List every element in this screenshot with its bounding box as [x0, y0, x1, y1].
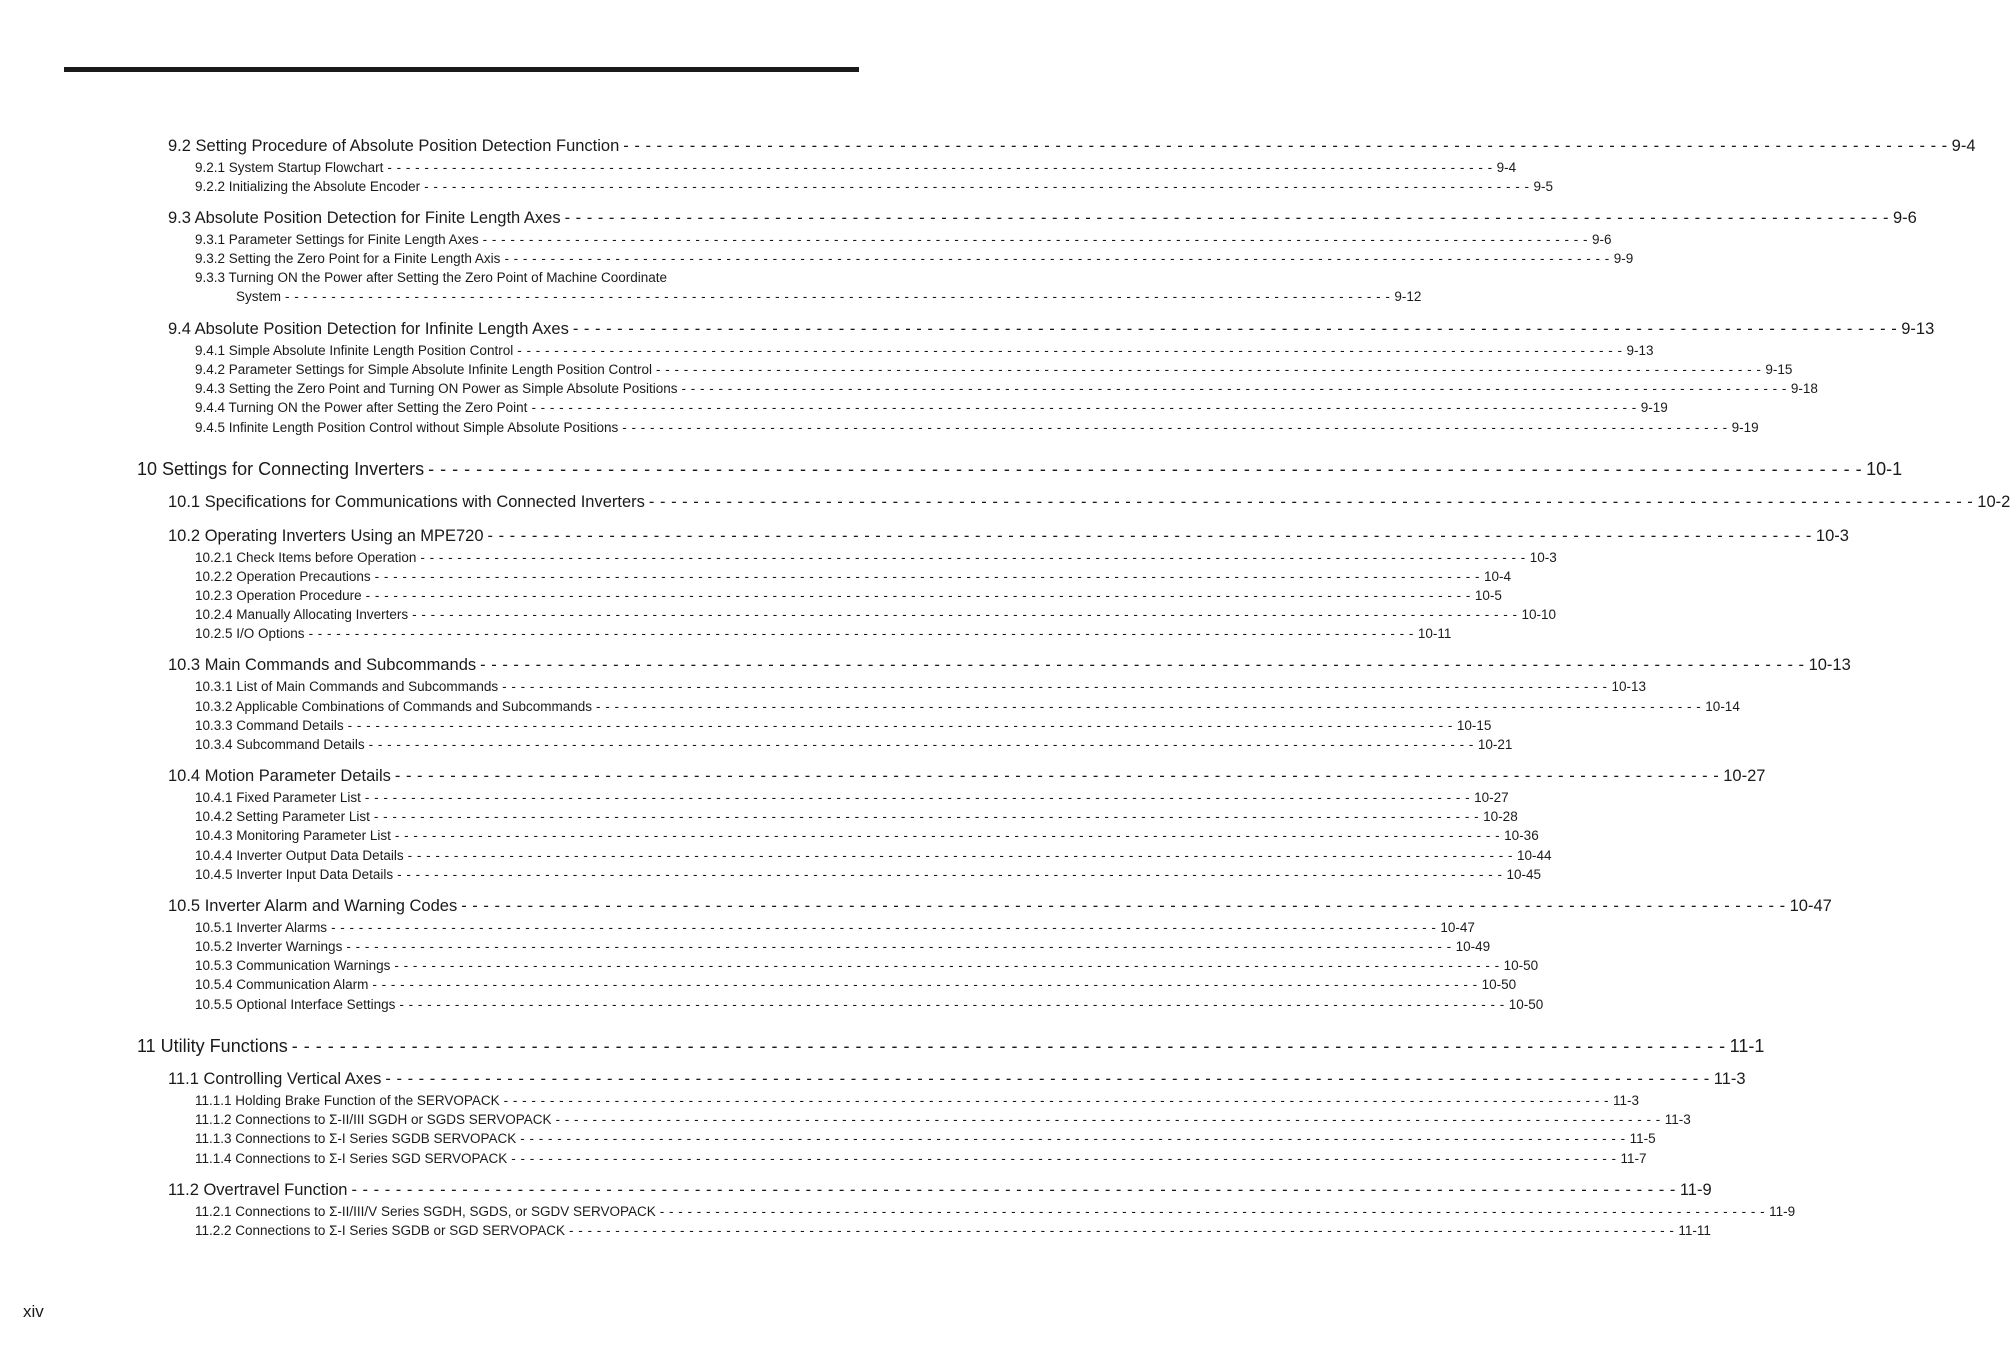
toc-entry[interactable]	[195, 400, 1668, 418]
toc-entry[interactable]	[195, 718, 1492, 736]
toc-entry-page: 10-47	[1440, 920, 1475, 935]
toc-entry-page: 9-19	[1640, 400, 1668, 415]
toc-entry-title: 10.3.3 Command Details	[195, 718, 344, 733]
toc-entry-title: 10.3 Main Commands and Subcommands	[168, 656, 477, 674]
toc-entry-title: 11.1.4 Connections to Σ-I Series SGD SERVOPACK	[195, 1151, 508, 1166]
dot-leader: - - - - - - - - - - - - - - - - - - - - - - - - - - - - - - - - - - - - - - - - - - - - - - - - - - - - - - - - - - - - - - - - - - - - - - - - - - - - - - - - - - - - - - - - - - - - - - - - - - - - - - - - - - - - - - - - - - - - - - - -	[374, 569, 1480, 584]
toc-entry-page: 11-9	[1679, 1181, 1712, 1199]
toc-entry-page: 10-5	[1474, 588, 1502, 603]
toc-entry-page: 10-27	[1723, 767, 1766, 785]
toc-entry-title: 9.4 Absolute Position Detection for Infinite Length Axes	[168, 320, 569, 338]
toc-entry-page: 11-9	[1769, 1204, 1796, 1219]
toc-entry-page: 9-9	[1613, 251, 1634, 266]
toc-entry-page: 11-3	[1612, 1093, 1640, 1108]
toc-entry-page: 11-11	[1678, 1223, 1711, 1238]
toc-entry[interactable]	[195, 867, 1541, 885]
toc-entry-title: 10.4.1 Fixed Parameter List	[195, 790, 361, 805]
dot-leader: - - - - - - - - - - - - - - - - - - - - - - - - - - - - - - - - - - - - - - - - - - - - - - - - - - - - - - - - - - - - - - - - - - - - - - - - - - - - - - - - - - - - - - - - - - - - - - - - - - - - - - - - - - - - - - - - - - - - - - - -	[291, 1036, 1726, 1056]
dot-leader: - - - - - - - - - - - - - - - - - - - - - - - - - - - - - - - - - - - - - - - - - - - - - - - - - - - - - - - - - - - - - - - - - - - - - - - - - - - - - - - - - - - - - - - - - - - - - - - - - - - - - - - - - - - - - - - - - - - - - - - -	[368, 737, 1474, 752]
dot-leader: - - - - - - - - - - - - - - - - - - - - - - - - - - - - - - - - - - - - - - - - - - - - - - - - - - - - - - - - - - - - - - - - - - - - - - - - - - - - - - - - - - - - - - - - - - - - - - - - - - - - - - - - - - - - - - - - - - - - - - - -	[622, 420, 1728, 435]
toc-entry-page: 10-45	[1506, 867, 1541, 882]
toc-entry[interactable]	[195, 607, 1556, 625]
toc-entry-title: 10.3.1 List of Main Commands and Subcommands	[195, 679, 499, 694]
toc-entry-title: 11.2.2 Connections to Σ-I Series SGDB or SGD SERVOPACK	[195, 1223, 565, 1238]
toc-entry-title: 9.3.1 Parameter Settings for Finite Length Axes	[195, 232, 479, 247]
toc-entry-page: 11-3	[1664, 1112, 1691, 1127]
toc-entry-page: 10-21	[1477, 737, 1513, 752]
toc-entry[interactable]	[195, 939, 1491, 957]
toc-entry-page: 10-50	[1508, 997, 1544, 1012]
toc-entry[interactable]	[195, 381, 1818, 399]
toc-entry[interactable]	[195, 828, 1539, 846]
dot-leader: - - - - - - - - - - - - - - - - - - - - - - - - - - - - - - - - - - - - - - - - - - - - - - - - - - - - - - - - - - - - - - - - - - - - - - - - - - - - - - - - - - - - - - - - - - - - - - - - - - - - - - - - - - - - - - - - - - - - - - - -	[461, 897, 1786, 915]
toc-entry-page: 10-2	[1977, 493, 2010, 511]
toc-entry-title: 11.1.2 Connections to Σ-II/III SGDH or SGDS SERVOPACK	[195, 1112, 552, 1127]
toc-entry-page: 10-15	[1456, 718, 1492, 733]
dot-leader: - - - - - - - - - - - - - - - - - - - - - - - - - - - - - - - - - - - - - - - - - - - - - - - - - - - - - - - - - - - - - - - - - - - - - - - - - - - - - - - - - - - - - - - - - - - - - - - - - - - - - - - - - - - - - - - - - - - - - - - -	[399, 997, 1505, 1012]
toc-entry-page: 10-36	[1504, 828, 1539, 843]
toc-entry[interactable]	[195, 550, 1557, 568]
toc-entry-page: 10-3	[1529, 550, 1557, 565]
toc-entry[interactable]	[168, 493, 2010, 515]
dot-leader: - - - - - - - - - - - - - - - - - - - - - - - - - - - - - - - - - - - - - - - - - - - - - - - - - - - - - - - - - - - - - - - - - - - - - - - - - - - - - - - - - - - - - - - - - - - - - - - - - - - - - - - - - - - - - - - - - - - - - - - -	[365, 588, 1471, 603]
toc-entry[interactable]	[195, 848, 1552, 866]
toc-entry-title: 11.1.3 Connections to Σ-I Series SGDB SERVOPACK	[195, 1131, 517, 1146]
toc-entry-page: 10-47	[1789, 897, 1832, 915]
dot-leader: - - - - - - - - - - - - - - - - - - - - - - - - - - - - - - - - - - - - - - - - - - - - - - - - - - - - - - - - - - - - - - - - - - - - - - - - - - - - - - - - - - - - - - - - - - - - - - - - - - - - - - - - - - - - - - - - - - - - - - - -	[372, 977, 1478, 992]
dot-leader: - - - - - - - - - - - - - - - - - - - - - - - - - - - - - - - - - - - - - - - - - - - - - - - - - - - - - - - - - - - - - - - - - - - - - - - - - - - - - - - - - - - - - - - - - - - - - - - - - - - - - - - - - - - - - - - - - - - - - - - -	[504, 251, 1610, 266]
toc-entry[interactable]	[195, 977, 1517, 995]
toc-entry[interactable]	[195, 809, 1518, 827]
dot-leader: - - - - - - - - - - - - - - - - - - - - - - - - - - - - - - - - - - - - - - - - - - - - - - - - - - - - - - - - - - - - - - - - - - - - - - - - - - - - - - - - - - - - - - - - - - - - - - - - - - - - - - - - - - - - - - - - - - - - - - - -	[387, 160, 1493, 175]
toc-entry-page: 10-50	[1481, 977, 1517, 992]
toc-entry-title: 10.4.3 Monitoring Parameter List	[195, 828, 391, 843]
toc-entry-title: 9.3 Absolute Position Detection for Finite Length Axes	[168, 209, 561, 227]
dot-leader: - - - - - - - - - - - - - - - - - - - - - - - - - - - - - - - - - - - - - - - - - - - - - - - - - - - - - - - - - - - - - - - - - - - - - - - - - - - - - - - - - - - - - - - - - - - - - - - - - - - - - - - - - - - - - - - - - - - - - - - -	[351, 1181, 1676, 1199]
dot-leader: - - - - - - - - - - - - - - - - - - - - - - - - - - - - - - - - - - - - - - - - - - - - - - - - - - - - - - - - - - - - - - - - - - - - - - - - - - - - - - - - - - - - - - - - - - - - - - - - - - - - - - - - - - - - - - - - - - - - - - - -	[364, 790, 1471, 805]
toc-entry-title: 10.2.1 Check Items before Operation	[195, 550, 417, 565]
toc-entry-page: 10-13	[1808, 656, 1851, 674]
toc-entry-title: 11 Utility Functions	[137, 1036, 288, 1056]
toc-entry-page: 9-4	[1496, 160, 1517, 175]
dot-leader: - - - - - - - - - - - - - - - - - - - - - - - - - - - - - - - - - - - - - - - - - - - - - - - - - - - - - - - - - - - - - - - - - - - - - - - - - - - - - - - - - - - - - - - - - - - - - - - - - - - - - - - - - - - - - - - - - - - - - - - -	[385, 1070, 1710, 1088]
toc-entry-title: 10.2.3 Operation Procedure	[195, 588, 362, 603]
toc-entry[interactable]	[195, 626, 1452, 644]
toc-entry-page: 10-1	[1866, 459, 1903, 479]
toc-entry-title: 10.5.2 Inverter Warnings	[195, 939, 343, 954]
toc-entry-page: 11-3	[1713, 1070, 1746, 1088]
dot-leader: - - - - - - - - - - - - - - - - - - - - - - - - - - - - - - - - - - - - - - - - - - - - - - - - - - - - - - - - - - - - - - - - - - - - - - - - - - - - - - - - - - - - - - - - - - - - - - - - - - - - - - - - - - - - - - - - - - - - - - - -	[428, 459, 1863, 479]
toc-entry-title: 11.1.1 Holding Brake Function of the SERVOPACK	[195, 1093, 500, 1108]
toc-entry-title: 10.5.1 Inverter Alarms	[195, 920, 328, 935]
toc-entry[interactable]	[195, 251, 1634, 269]
dot-leader: - - - - - - - - - - - - - - - - - - - - - - - - - - - - - - - - - - - - - - - - - - - - - - - - - - - - - - - - - - - - - - - - - - - - - - - - - - - - - - - - - - - - - - - - - - - - - - - - - - - - - - - - - - - - - - - - - - - - - - - -	[564, 209, 1889, 227]
dot-leader: - - - - - - - - - - - - - - - - - - - - - - - - - - - - - - - - - - - - - - - - - - - - - - - - - - - - - - - - - - - - - - - - - - - - - - - - - - - - - - - - - - - - - - - - - - - - - - - - - - - - - - - - - - - - - - - - - - - - - - - -	[648, 493, 1974, 511]
toc-entry[interactable]	[168, 527, 1849, 549]
toc-entry[interactable]	[168, 137, 1976, 159]
toc-entry-title: 10.5 Inverter Alarm and Warning Codes	[168, 897, 458, 915]
toc-entry-title: 10.4.4 Inverter Output Data Details	[195, 848, 404, 863]
toc-entry-title: 9.4.1 Simple Absolute Infinite Length Position Control	[195, 343, 514, 358]
dot-leader: - - - - - - - - - - - - - - - - - - - - - - - - - - - - - - - - - - - - - - - - - - - - - - - - - - - - - - - - - - - - - - - - - - - - - - - - - - - - - - - - - - - - - - - - - - - - - - - - - - - - - - - - - - - - - - - - - - - - - - - -	[681, 381, 1787, 396]
dot-leader: - - - - - - - - - - - - - - - - - - - - - - - - - - - - - - - - - - - - - - - - - - - - - - - - - - - - - - - - - - - - - - - - - - - - - - - - - - - - - - - - - - - - - - - - - - - - - - - - - - - - - - - - - - - - - - - - - - - - - - - -	[520, 1131, 1626, 1146]
toc-entry-page: 9-13	[1901, 320, 1935, 338]
toc-entry[interactable]	[195, 1223, 1711, 1241]
dot-leader: - - - - - - - - - - - - - - - - - - - - - - - - - - - - - - - - - - - - - - - - - - - - - - - - - - - - - - - - - - - - - - - - - - - - - - - - - - - - - - - - - - - - - - - - - - - - - - - - - - - - - - - - - - - - - - - - - - - - - - - -	[331, 920, 1437, 935]
dot-leader: - - - - - - - - - - - - - - - - - - - - - - - - - - - - - - - - - - - - - - - - - - - - - - - - - - - - - - - - - - - - - - - - - - - - - - - - - - - - - - - - - - - - - - - - - - - - - - - - - - - - - - - - - - - - - - - - - - - - - - - -	[572, 320, 1898, 338]
dot-leader: - - - - - - - - - - - - - - - - - - - - - - - - - - - - - - - - - - - - - - - - - - - - - - - - - - - - - - - - - - - - - - - - - - - - - - - - - - - - - - - - - - - - - - - - - - - - - - - - - - - - - - - - - - - - - - - - - - - - - - - -	[511, 1151, 1617, 1166]
toc-entry[interactable]	[195, 1093, 1640, 1111]
dot-leader: - - - - - - - - - - - - - - - - - - - - - - - - - - - - - - - - - - - - - - - - - - - - - - - - - - - - - - - - - - - - - - - - - - - - - - - - - - - - - - - - - - - - - - - - - - - - - - - - - - - - - - - - - - - - - - - - - - - - - - - -	[407, 848, 1513, 863]
toc-entry-page: 10-50	[1503, 958, 1539, 973]
toc-entry-page: 10-28	[1483, 809, 1518, 824]
toc-entry[interactable]	[195, 232, 1612, 250]
toc-entry-title: 10.4 Motion Parameter Details	[168, 767, 391, 785]
toc-entry[interactable]	[168, 1070, 1746, 1092]
toc-entry-page: 9-15	[1765, 362, 1793, 377]
toc-entry[interactable]	[195, 270, 854, 288]
toc-entry-title: 10.5.5 Optional Interface Settings	[195, 997, 396, 1012]
toc-entry-title: 9.3.3 Turning ON the Power after Setting the Zero Point of Machine Coordinate	[195, 270, 668, 285]
toc-entry-page: 11-1	[1729, 1036, 1765, 1056]
toc-entry-title: 9.4.3 Setting the Zero Point and Turning ON Power as Simple Absolute Positions	[195, 381, 678, 396]
toc-entry-page: 9-13	[1626, 343, 1654, 358]
toc-entry-page: 10-49	[1455, 939, 1491, 954]
toc-entry[interactable]	[195, 920, 1475, 938]
dot-leader: - - - - - - - - - - - - - - - - - - - - - - - - - - - - - - - - - - - - - - - - - - - - - - - - - - - - - - - - - - - - - - - - - - - - - - - - - - - - - - - - - - - - - - - - - - - - - - - - - - - - - - - - - - - - - - - - - - - - - - - -	[373, 809, 1480, 824]
dot-leader: - - - - - - - - - - - - - - - - - - - - - - - - - - - - - - - - - - - - - - - - - - - - - - - - - - - - - - - - - - - - - - - - - - - - - - - - - - - - - - - - - - - - - - - - - - - - - - - - - - - - - - - - - - - - - - - - - - - - - - - -	[424, 179, 1530, 194]
toc-entry[interactable]	[168, 767, 1766, 789]
toc-entry-page: 9-6	[1892, 209, 1917, 227]
dot-leader: - - - - - - - - - - - - - - - - - - - - - - - - - - - - - - - - - - - - - - - - - - - - - - - - - - - - - - - - - - - - - - - - - - - - - - - - - - - - - - - - - - - - - - - - - - - - - - - - - - - - - - - - - - - - - - - - - - - - - - - -	[346, 939, 1452, 954]
toc-entry[interactable]	[168, 1181, 1712, 1203]
toc-entry-page: 10-10	[1521, 607, 1556, 622]
toc-entry-title: 9.2.2 Initializing the Absolute Encoder	[195, 179, 421, 194]
toc-entry-title: 9.4.2 Parameter Settings for Simple Absolute Infinite Length Position Control	[195, 362, 653, 377]
dot-leader: - - - - - - - - - - - - - - - - - - - - - - - - - - - - - - - - - - - - - - - - - - - - - - - - - - - - - - - - - - - - - - - - - - - - - - - - - - - - - - - - - - - - - - - - - - - - - - - - - - - - - - - - - - - - - - - - - - - - - - - -	[394, 828, 1501, 843]
dot-leader: - - - - - - - - - - - - - - - - - - - - - - - - - - - - - - - - - - - - - - - - - - - - - - - - - - - - - - - - - - - - - - - - - - - - - - - - - - - - - - - - - - - - - - - - - - - - - - - - - - - - - - - - - - - - - - - - - - - - - - - -	[595, 699, 1702, 714]
toc-entry[interactable]	[195, 569, 1511, 587]
toc-entry-title: 9.3.2 Setting the Zero Point for a Finite Length Axis	[195, 251, 501, 266]
toc-entry[interactable]	[195, 679, 1647, 697]
toc-entry-title: 10.4.2 Setting Parameter List	[195, 809, 370, 824]
toc-entry-page: 9-18	[1790, 381, 1818, 396]
dot-leader: - - - - - - - - - - - - - - - - - - - - - - - - - - - - - - - - - - - - - - - - - - - - - - - - - - - - - - - - - - - - - - - - - - - - - - - - - - - - - - - - - - - - - - - - - - - - - - - - - - - - - - - - - - - - - - - - - - - - - - - -	[555, 1112, 1661, 1127]
toc-entry[interactable]	[195, 362, 1793, 380]
toc-entry-title: 10.3.4 Subcommand Details	[195, 737, 365, 752]
toc-entry[interactable]	[137, 459, 1903, 483]
dot-leader: - - - - - - - - - - - - - - - - - - - - - - - - - - - - - - - - - - - - - - - - - - - - - - - - - - - - - - - - - - - - - - - - - - - - - - - - - - - - - - - - - - - - - - - - - - - - - - - - - - - - - - - - - - - - - - - - - - - - - - - -	[480, 656, 1805, 674]
toc-entry-page: 11-5	[1629, 1131, 1656, 1146]
dot-leader: - - - - - - - - - - - - - - - - - - - - - - - - - - - - - - - - - - - - - - - - - - - - - - - - - - - - - - - - - - - - - - - - - - - - - - - - - - - - - - - - - - - - - - - - - - - - - - - - - - - - - - - - - - - - - - - - - - - - - - - -	[503, 1093, 1609, 1108]
toc-entry[interactable]	[195, 1204, 1796, 1222]
toc-entry-page: 11-7	[1620, 1151, 1647, 1166]
toc-entry-title: 9.4.5 Infinite Length Position Control without Simple Absolute Positions	[195, 420, 619, 435]
toc-entry-title: 10.5.4 Communication Alarm	[195, 977, 369, 992]
toc-entry[interactable]	[195, 420, 1759, 438]
toc-entry-page: 10-14	[1705, 699, 1740, 714]
toc-entry[interactable]	[236, 289, 1422, 307]
dot-leader: - - - - - - - - - - - - - - - - - - - - - - - - - - - - - - - - - - - - - - - - - - - - - - - - - - - - - - - - - - - - - - - - - - - - - - - - - - - - - - - - - - - - - - - - - - - - - - - - - - - - - - - - - - - - - - - - - - - - - - - -	[420, 550, 1526, 565]
toc-entry-page: 9-6	[1591, 232, 1612, 247]
dot-leader: - - - - - - - - - - - - - - - - - - - - - - - - - - - - - - - - - - - - - - - - - - - - - - - - - - - - - - - - - - - - - - - - - - - - - - - - - - - - - - - - - - - - - - - - - - - - - - - - - - - - - - - - - - - - - - - - - - - - - - - -	[308, 626, 1414, 641]
toc-entry[interactable]	[195, 343, 1654, 361]
toc-entry-title: 10.1 Specifications for Communications with Connected Inverters	[168, 493, 645, 511]
toc-entry[interactable]	[195, 737, 1513, 755]
toc-entry-title: System	[236, 289, 282, 304]
toc-entry-title: 11.1 Controlling Vertical Axes	[168, 1070, 382, 1088]
toc-entry-title: 10.2.2 Operation Precautions	[195, 569, 371, 584]
dot-leader: - - - - - - - - - - - - - - - - - - - - - - - - - - - - - - - - - - - - - - - - - - - - - - - - - - - - - - - - - - - - - - - - - - - - - - - - - - - - - - - - - - - - - - - - - - - - - - - - - - - - - - - - - - - - - - - - - - - - - - - -	[394, 767, 1720, 785]
toc-entry-title: 10.2.5 I/O Options	[195, 626, 305, 641]
dot-leader: - - - - - - - - - - - - - - - - - - - - - - - - - - - - - - - - - - - - - - - - - - - - - - - - - - - - - - - - - - - - - - - - - - - - - - - - - - - - - - - - - - - - - - - - - - - - - - - - - - - - - - - - - - - - - - - - - - - - - - - -	[659, 1204, 1766, 1219]
toc-entry-title: 10.2.4 Manually Allocating Inverters	[195, 607, 409, 622]
toc-entry-title: 11.2 Overtravel Function	[168, 1181, 348, 1199]
toc-entry[interactable]	[195, 1151, 1647, 1169]
toc-entry[interactable]	[195, 699, 1740, 717]
dot-leader: - - - - - - - - - - - - - - - - - - - - - - - - - - - - - - - - - - - - - - - - - - - - - - - - - - - - - - - - - - - - - - - - - - - - - - - - - - - - - - - - - - - - - - - - - - - - - - - - - - - - - - - - - - - - - - - - - - - - - - - -	[347, 718, 1453, 733]
toc-entry[interactable]	[195, 958, 1539, 976]
toc-entry[interactable]	[195, 1131, 1656, 1149]
toc-entry[interactable]	[168, 320, 1935, 342]
toc-entry[interactable]	[195, 1112, 1691, 1130]
dot-leader: - - - - - - - - - - - - - - - - - - - - - - - - - - - - - - - - - - - - - - - - - - - - - - - - - - - - - - - - - - - - - - - - - - - - - - - - - - - - - - - - - - - - - - - - - - - - - - - - - - - - - - - - - - - - - - - - - - - - - - - -	[502, 679, 1608, 694]
dot-leader: - - - - - - - - - - - - - - - - - - - - - - - - - - - - - - - - - - - - - - - - - - - - - - - - - - - - - - - - - - - - - - - - - - - - - - - - - - - - - - - - - - - - - - - - - - - - - - - - - - - - - - - - - - - - - - - - - - - - - - - -	[412, 607, 1518, 622]
toc-entry-page: 10-27	[1474, 790, 1509, 805]
toc-entry[interactable]	[168, 656, 1851, 678]
toc-entry-title: 9.2 Setting Procedure of Absolute Position Detection Function	[168, 137, 620, 155]
dot-leader: - - - - - - - - - - - - - - - - - - - - - - - - - - - - - - - - - - - - - - - - - - - - - - - - - - - - - - - - - - - - - - - - - - - - - - - - - - - - - - - - - - - - - - - - - - - - - - - - - - - - - - - - - - - - - - - - - - - - - - - -	[285, 289, 1391, 304]
dot-leader: - - - - - - - - - - - - - - - - - - - - - - - - - - - - - - - - - - - - - - - - - - - - - - - - - - - - - - - - - - - - - - - - - - - - - - - - - - - - - - - - - - - - - - - - - - - - - - - - - - - - - - - - - - - - - - - - - - - - - - - -	[482, 232, 1588, 247]
toc-entry-title: 10.5.3 Communication Warnings	[195, 958, 391, 973]
toc-entry-title: 11.2.1 Connections to Σ-II/III/V Series SGDH, SGDS, or SGDV SERVOPACK	[195, 1204, 656, 1219]
dot-leader: - - - - - - - - - - - - - - - - - - - - - - - - - - - - - - - - - - - - - - - - - - - - - - - - - - - - - - - - - - - - - - - - - - - - - - - - - - - - - - - - - - - - - - - - - - - - - - - - - - - - - - - - - - - - - - - - - - - - - - - -	[623, 137, 1948, 155]
toc-entry[interactable]	[195, 160, 1517, 178]
toc-entry[interactable]	[137, 1036, 1765, 1060]
toc-entry-page: 10-11	[1417, 626, 1452, 641]
dot-leader: - - - - - - - - - - - - - - - - - - - - - - - - - - - - - - - - - - - - - - - - - - - - - - - - - - - - - - - - - - - - - - - - - - - - - - - - - - - - - - - - - - - - - - - - - - - - - - - - - - - - - - - - - - - - - - - - - - - - - - - -	[656, 362, 1762, 377]
toc-entry-page: 9-12	[1394, 289, 1422, 304]
dot-leader: - - - - - - - - - - - - - - - - - - - - - - - - - - - - - - - - - - - - - - - - - - - - - - - - - - - - - - - - - - - - - - - - - - - - - - - - - - - - - - - - - - - - - - - - - - - - - - - - - - - - - - - - - - - - - - - - - - - - - - - -	[517, 343, 1623, 358]
toc-entry-page: 10-44	[1516, 848, 1552, 863]
toc-entry-title: 10.2 Operating Inverters Using an MPE720	[168, 527, 484, 545]
toc-entry[interactable]	[168, 209, 1917, 231]
page-number: xiv	[23, 1302, 44, 1321]
toc-entry[interactable]	[168, 897, 1832, 919]
dot-leader: - - - - - - - - - - - - - - - - - - - - - - - - - - - - - - - - - - - - - - - - - - - - - - - - - - - - - - - - - - - - - - - - - - - - - - - - - - - - - - - - - - - - - - - - - - - - - - - - - - - - - - - - - - - - - - - - - - - - - - - -	[531, 400, 1637, 415]
dot-leader: - - - - - - - - - - - - - - - - - - - - - - - - - - - - - - - - - - - - - - - - - - - - - - - - - - - - - - - - - - - - - - - - - - - - - - - - - - - - - - - - - - - - - - - - - - - - - - - - - - - - - - - - - - - - - - - - - - - - - - - -	[487, 527, 1812, 545]
dot-leader: - - - - - - - - - - - - - - - - - - - - - - - - - - - - - - - - - - - - - - - - - - - - - - - - - - - - - - - - - - - - - - - - - - - - - - - - - - - - - - - - - - - - - - - - - - - - - - - - - - - - - - - - - - - - - - - - - - - - - - - -	[394, 958, 1500, 973]
toc-entry-page: 10-13	[1611, 679, 1647, 694]
toc-entry-page: 10-4	[1483, 569, 1511, 584]
toc-entry-title: 10.4.5 Inverter Input Data Details	[195, 867, 394, 882]
toc-entry-title: 9.2.1 System Startup Flowchart	[195, 160, 384, 175]
toc-entry-page: 10-3	[1815, 527, 1849, 545]
toc-entry-title: 10.3.2 Applicable Combinations of Commands and Subcommands	[195, 699, 592, 714]
toc-entry-page: 9-19	[1731, 420, 1759, 435]
toc-entry-page: 9-5	[1533, 179, 1553, 194]
toc-entry[interactable]	[195, 588, 1502, 606]
dot-leader: - - - - - - - - - - - - - - - - - - - - - - - - - - - - - - - - - - - - - - - - - - - - - - - - - - - - - - - - - - - - - - - - - - - - - - - - - - - - - - - - - - - - - - - - - - - - - - - - - - - - - - - - - - - - - - - - - - - - - - - -	[397, 867, 1503, 882]
dot-leader: - - - - - - - - - - - - - - - - - - - - - - - - - - - - - - - - - - - - - - - - - - - - - - - - - - - - - - - - - - - - - - - - - - - - - - - - - - - - - - - - - - - - - - - - - - - - - - - - - - - - - - - - - - - - - - - - - - - - - - - -	[569, 1223, 1675, 1238]
toc-entry-title: 9.4.4 Turning ON the Power after Setting the Zero Point	[195, 400, 528, 415]
toc-entry[interactable]	[195, 179, 1553, 197]
toc-entry-page: 9-4	[1951, 137, 1976, 155]
toc-entry[interactable]	[195, 790, 1509, 808]
toc-entry[interactable]	[195, 997, 1544, 1015]
toc-entry-title: 10 Settings for Connecting Inverters	[137, 459, 425, 479]
